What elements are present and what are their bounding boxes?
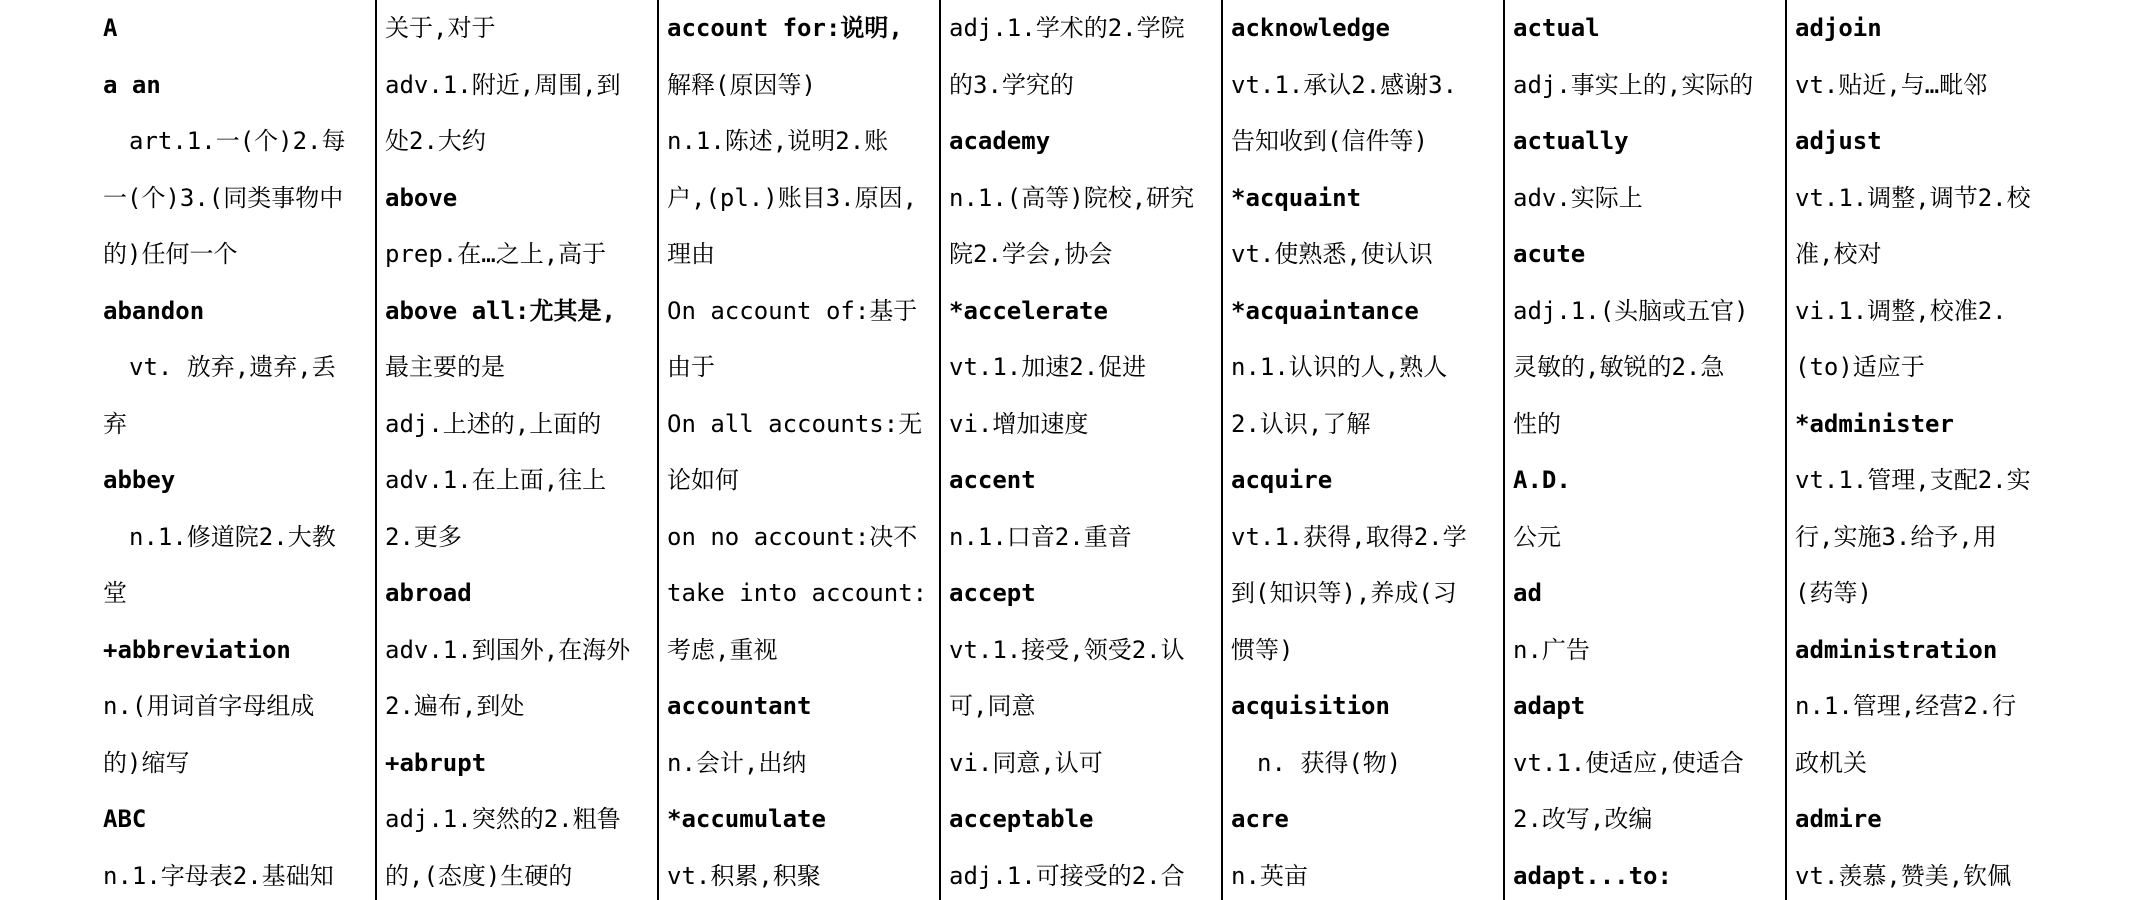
headword: A.D. (1513, 466, 1571, 494)
headword: accountant (667, 692, 812, 720)
definition-line: 2.更多 (385, 522, 462, 551)
headword: above all:尤其是, (385, 296, 616, 325)
definition-line: n.会计,出纳 (667, 748, 807, 777)
headword: acute (1513, 240, 1586, 268)
definition-line: 的)任何一个 (103, 240, 238, 268)
headword: acre (1231, 805, 1289, 833)
definition-line: 政机关 (1795, 748, 1867, 777)
headword: *acquaint (1231, 183, 1362, 212)
column-divider (1785, 0, 1787, 900)
definition-line: n.广告 (1513, 635, 1590, 664)
definition-line: n.1.陈述,说明2.账 (667, 127, 889, 155)
definition-line: n.1.(高等)院校,研究 (949, 183, 1195, 212)
headword: account for:说明, (667, 14, 903, 42)
definition-line: vi.同意,认可 (949, 748, 1103, 777)
definition-line: 准,校对 (1795, 240, 1882, 268)
headword: *accelerate (949, 296, 1108, 325)
definition-line: 2.改写,改编 (1513, 805, 1653, 833)
column-divider (1221, 0, 1223, 900)
headword: *administer (1795, 409, 1954, 438)
definition-line: adj.1.(头脑或五官) (1513, 296, 1749, 325)
definition-line: 告知收到(信件等) (1231, 127, 1428, 155)
headword: abroad (385, 579, 472, 607)
definition-line: adj.1.突然的2.粗鲁 (385, 805, 621, 833)
definition-line: adv.1.附近,周围,到 (385, 70, 621, 99)
definition-line: n.1.字母表2.基础知 (103, 861, 334, 890)
column-2 (385, 0, 653, 900)
definition-line: adj.上述的,上面的 (385, 409, 602, 438)
definition-line: n. 获得(物) (1257, 748, 1402, 777)
headword: above (385, 183, 458, 212)
definition-line: 的)缩写 (103, 748, 190, 777)
definition-line: take into account: (667, 579, 928, 607)
definition-line: On all accounts:无 (667, 409, 923, 438)
definition-line: n.1.认识的人,熟人 (1231, 353, 1448, 381)
column-divider (657, 0, 659, 900)
definition-line: 惯等) (1231, 635, 1294, 664)
definition-line: on no account:决不 (667, 522, 918, 551)
headword: accept (949, 579, 1036, 607)
headword: *acquaintance (1231, 296, 1419, 325)
definition-line: 可,同意 (949, 692, 1036, 720)
definition-line: vt.1.管理,支配2.实 (1795, 466, 2031, 494)
column-divider (939, 0, 941, 900)
definition-line: 由于 (667, 353, 715, 381)
definition-line: n.1.口音2.重音 (949, 522, 1132, 551)
headword: abbey (103, 466, 176, 494)
definition-line: 处2.大约 (385, 127, 486, 155)
definition-line: 到(知识等),养成(习 (1231, 579, 1457, 607)
definition-line: vt.积累,积聚 (667, 861, 821, 890)
definition-line: 堂 (103, 579, 127, 607)
definition-line: 性的 (1513, 409, 1561, 438)
headword: academy (949, 127, 1051, 155)
headword: acquisition (1231, 692, 1390, 720)
definition-line: (药等) (1795, 579, 1872, 607)
column-divider (375, 0, 377, 900)
column-divider (1503, 0, 1505, 900)
definition-line: vt.1.承认2.感谢3. (1231, 70, 1458, 99)
column-1 (103, 0, 365, 900)
definition-line: 院2.学会,协会 (949, 240, 1113, 268)
definition-line: vi.增加速度 (949, 409, 1089, 438)
definition-line: 解释(原因等) (667, 70, 816, 99)
headword: acquire (1231, 466, 1333, 494)
definition-line: art.1.一(个)2.每 (129, 127, 346, 155)
definition-line: n.英亩 (1231, 861, 1308, 890)
definition-line: n.1.管理,经营2.行 (1795, 692, 2017, 720)
definition-line: 考虑,重视 (667, 635, 778, 664)
definition-line: adj.事实上的,实际的 (1513, 70, 1754, 99)
headword: acceptable (949, 805, 1094, 833)
definition-line: vt. 放弃,遗弃,丢 (129, 353, 336, 381)
definition-line: adj.1.可接受的2.合 (949, 861, 1185, 890)
headword: A (103, 14, 118, 42)
headword: accent (949, 466, 1036, 494)
definition-line: adv.1.在上面,往上 (385, 466, 607, 494)
definition-line: adv.实际上 (1513, 183, 1643, 212)
headword: acknowledge (1231, 14, 1390, 42)
headword: adapt...to: (1513, 861, 1672, 890)
headword: actual (1513, 14, 1600, 42)
definition-line: prep.在…之上,高于 (385, 240, 607, 268)
definition-line: vt.羡慕,赞美,钦佩 (1795, 861, 2012, 890)
definition-line: 2.认识,了解 (1231, 409, 1371, 438)
headword: *accumulate (667, 805, 826, 833)
definition-line: 灵敏的,敏锐的2.急 (1513, 353, 1725, 381)
headword: +abbreviation (103, 635, 291, 664)
definition-line: 论如何 (667, 466, 739, 494)
definition-line: vt.1.调整,调节2.校 (1795, 183, 2031, 212)
definition-line: 行,实施3.给予,用 (1795, 522, 1997, 551)
column-6 (1513, 0, 1781, 900)
definition-line: vi.1.调整,校准2. (1795, 296, 2007, 325)
definition-line: 关于,对于 (385, 14, 496, 42)
headword: adapt (1513, 692, 1586, 720)
column-4 (949, 0, 1217, 900)
definition-line: 户,(pl.)账目3.原因, (667, 183, 918, 212)
headword: administration (1795, 635, 1998, 664)
definition-line: n.(用词首字母组成 (103, 692, 315, 720)
definition-line: adv.1.到国外,在海外 (385, 635, 631, 664)
definition-line: 的3.学究的 (949, 70, 1074, 99)
definition-line: vt.1.接受,领受2.认 (949, 635, 1185, 664)
definition-line: adj.1.学术的2.学院 (949, 14, 1185, 42)
headword: a an (103, 70, 161, 99)
definition-line: vt.使熟悉,使认识 (1231, 240, 1433, 268)
definition-line: On account of:基于 (667, 296, 918, 325)
definition-line: 弃 (103, 409, 127, 438)
headword: adjust (1795, 127, 1882, 155)
headword: abandon (103, 296, 205, 325)
definition-line: n.1.修道院2.大教 (129, 522, 336, 551)
definition-line: vt.1.使适应,使适合 (1513, 748, 1744, 777)
definition-line: (to)适应于 (1795, 353, 1925, 381)
headword: adjoin (1795, 14, 1882, 42)
definition-line: 公元 (1513, 522, 1561, 551)
definition-line: vt.1.获得,取得2.学 (1231, 522, 1467, 551)
column-5 (1231, 0, 1499, 900)
headword: ad (1513, 579, 1542, 607)
headword: actually (1513, 127, 1629, 155)
headword: ABC (103, 805, 147, 833)
headword: +abrupt (385, 748, 487, 777)
column-3 (667, 0, 935, 900)
definition-line: 理由 (667, 240, 715, 268)
headword: admire (1795, 805, 1882, 833)
definition-line: vt.贴近,与…毗邻 (1795, 70, 1988, 99)
column-7 (1795, 0, 2063, 900)
definition-line: 的,(态度)生硬的 (385, 861, 573, 890)
definition-line: 最主要的是 (385, 353, 505, 381)
definition-line: 2.遍布,到处 (385, 692, 525, 720)
definition-line: 一(个)3.(同类事物中 (103, 183, 344, 212)
definition-line: vt.1.加速2.促进 (949, 353, 1147, 381)
